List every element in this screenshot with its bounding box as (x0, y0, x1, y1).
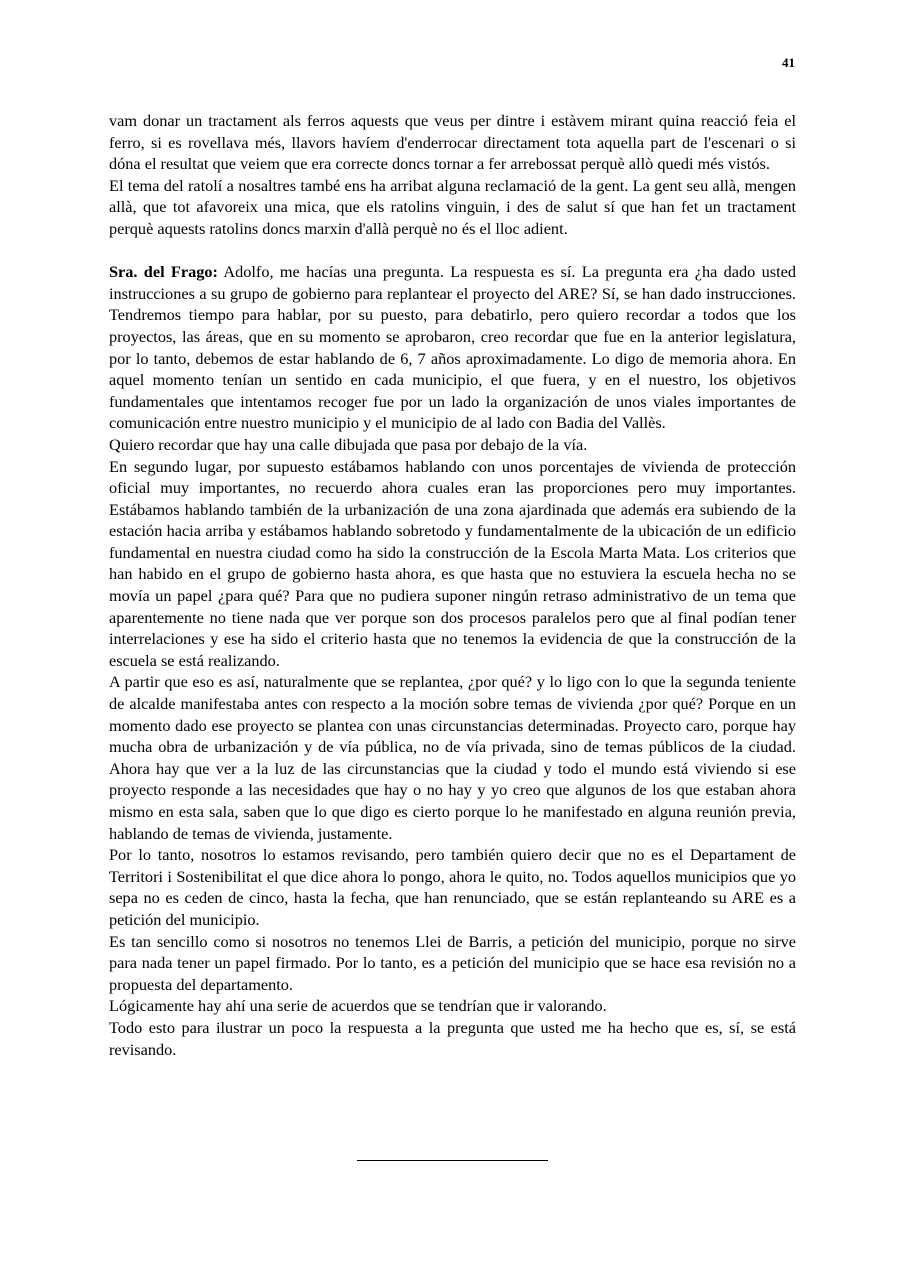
paragraph-text: A partir que eso es así, naturalmente que se replantea, ¿por qué? y lo ligo con lo que la segunda teniente de alcalde manifestaba antes con respecto a la moción sobre temas de vivienda ¿por qué? Porque en un momento dado ese proyecto se plantea con unas circunstancias determinadas. Proyecto caro, porque hay mucha obra de urbanización y de vía pública, no de vía privada, sino de temas públicos de la ciudad. Ahora hay que ver a la luz de las circunstancias que la ciudad y todo el mundo está viviendo si ese proyecto responde a las necesidades que hay o no hay y yo creo que algunos de los que estaban ahora mismo en esta sala, saben que lo que digo es cierto porque lo he manifestado en alguna reunión previa, hablando de temas de vivienda, justamente. (109, 672, 796, 843)
paragraph (109, 175, 796, 240)
paragraph (109, 931, 796, 996)
paragraph (109, 110, 796, 175)
page-number: 41 (782, 55, 795, 70)
document-body (109, 110, 796, 1060)
speaker-name: Sra. del Frago: (109, 262, 218, 282)
paragraph-text: Por lo tanto, nosotros lo estamos revisando, pero también quiero decir que no es el Departament de Territori i Sostenibilitat el que dice ahora lo pongo, ahora le quito, no. Todos aquellos municipios que yo sepa no es ceden de cinco, hasta la fecha, que han renunciado, que se están replanteando su ARE es a petición del municipio. (109, 845, 796, 929)
paragraph (109, 671, 796, 844)
paragraph (109, 1017, 796, 1060)
paragraph-text: Es tan sencillo como si nosotros no tenemos Llei de Barris, a petición del municipio, porque no sirve para nada tener un papel firmado. Por lo tanto, es a petición del municipio que se hace esa revisión no a propuesta del departamento. (109, 931, 796, 994)
paragraph-text: Lógicamente hay ahí una serie de acuerdos que se tendrían que ir valorando. (109, 996, 607, 1016)
paragraph (109, 456, 796, 672)
paragraph-text: vam donar un tractament als ferros aquests que veus per dintre i estàvem mirant quina reacció feia el ferro, si es rovellava més, llavors havíem d'enderrocar directament tota aquella part de l'escenari o si dóna el resultat que veiem que era correcte doncs tornar a fer arrebossat perquè allò quedi més vistós. (109, 111, 796, 174)
paragraph (109, 995, 796, 1017)
paragraph-text: El tema del ratolí a nosaltres també ens ha arribat alguna reclamació de la gent. La gent seu allà, mengen allà, que tot afavoreix una mica, que els ratolins vinguin, i des de salut sí que han fet un tractament perquè aquests ratolins doncs marxin d'allà perquè no és el lloc adient. (109, 175, 796, 238)
paragraph (109, 434, 796, 456)
paragraph-text: Adolfo, me hacías una pregunta. La respuesta es sí. La pregunta era ¿ha dado usted instrucciones a su grupo de gobierno para replantear el proyecto del ARE? Sí, se han dado instrucciones. Tendremos tiempo para hablar, por su puesto, para debatirlo, pero quiero recordar a todos que los proyectos, las áreas, que en su momento se aprobaron, creo recordar que fue en la anterior legislatura, por lo tanto, debemos de estar hablando de 6, 7 años aproximadamente. Lo digo de memoria ahora. En aquel momento tenían un sentido en cada municipio, el que fuera, y en el nuestro, los objetivos fundamentales que intentamos recoger fue por un lado la organización de unos viales importantes de comunicación entre nuestro municipio y el municipio de al lado con Badia del Vallès. (109, 262, 796, 433)
paragraph-text: Todo esto para ilustrar un poco la respuesta a la pregunta que usted me ha hecho que es, sí, se está revisando. (109, 1017, 796, 1059)
paragraph (109, 844, 796, 930)
section-separator (357, 1160, 548, 1161)
paragraph (109, 261, 796, 434)
paragraph-text: Quiero recordar que hay una calle dibujada que pasa por debajo de la vía. (109, 434, 588, 454)
paragraph-text: En segundo lugar, por supuesto estábamos hablando con unos porcentajes de vivienda de protección oficial muy importantes, no recuerdo ahora cuales eran las proporciones pero muy importantes. Estábamos hablando también de la urbanización de una zona ajardinada que además era subiendo de la estación hacia arriba y estábamos hablando sobretodo y fundamentalmente de la ubicación de un edificio fundamental en nuestra ciudad como ha sido la construcción de la Escola Marta Mata. Los criterios que han habido en el grupo de gobierno hasta ahora, es que hasta que no estuviera la escuela hecha no se movía un papel ¿para qué? Para que no pudiera suponer ningún retraso administrativo de un tema que aparentemente no tiene nada que ver porque son dos procesos paralelos pero que al final podían tener interrelaciones y ese ha sido el criterio hasta que no tenemos la evidencia de que la construcción de la escuela se está realizando. (109, 456, 796, 670)
